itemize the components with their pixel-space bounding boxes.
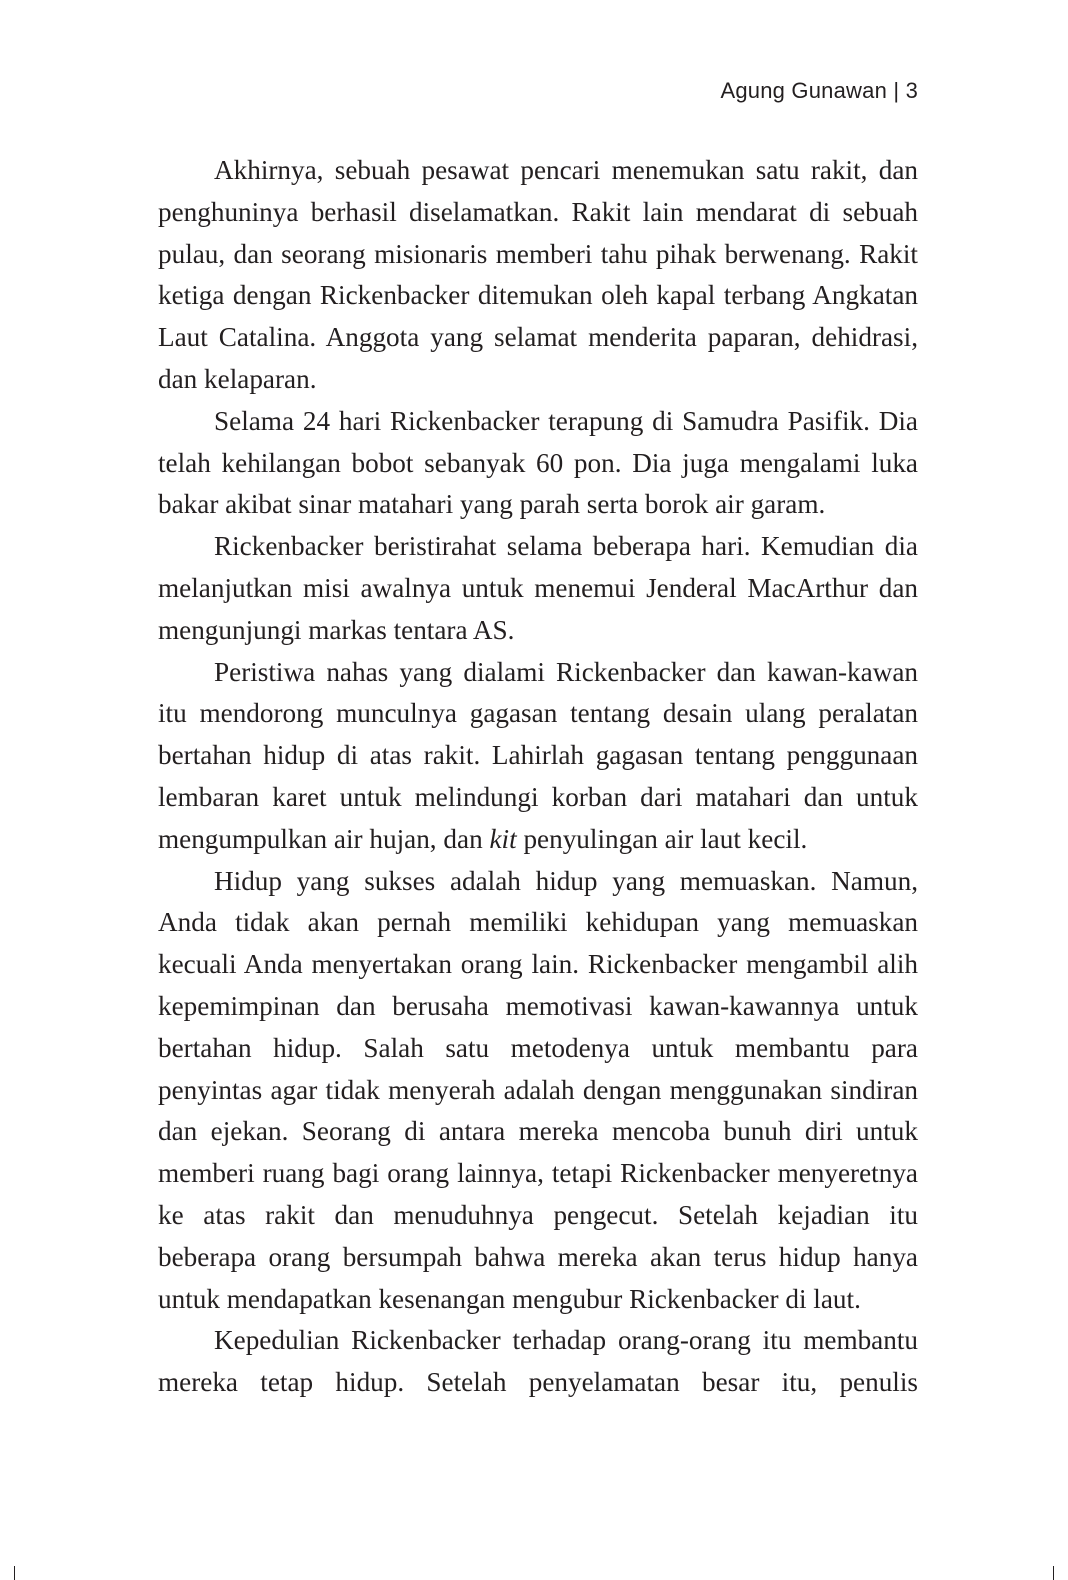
header-author: Agung Gunawan [720,78,888,103]
paragraph-3: Rickenbacker beristirahat selama beberapa hari. Kemudian dia melanjutkan misi awalnya untuk menemui Jenderal MacArthur dan mengunjungi markas tentara AS. [158,531,918,645]
paragraph-2: Selama 24 hari Rickenbacker terapung di Samudra Pasifik. Dia telah kehilangan bobot sebanyak 60 pon. Dia juga mengalami luka bakar akibat sinar matahari yang parah serta borok air garam. [158,405,918,520]
paragraph-4 [158,652,918,861]
paragraph-4-part-2: penyulingan air laut kecil. [516,823,808,854]
crop-mark-right [1053,1566,1054,1580]
paragraph-6: Kepedulian Rickenbacker terhadap orang-orang itu membantu mereka tetap hidup. Setelah penyelamatan besar itu, penulis [158,1325,918,1398]
header-page-number: 3 [905,78,918,103]
paragraph-5: Hidup yang sukses adalah hidup yang memuaskan. Namun, Anda tidak akan pernah memiliki kehidupan yang memuaskan kecuali Anda menyertakan orang lain. Rickenbacker mengambil alih kepemimpinan dan berusaha memotivasi kawan-kawannya untuk bertahan hidup. Salah satu metodenya untuk membantu para penyintas agar tidak menyerah adalah dengan menggunakan sindiran dan ejekan. Seorang di antara mereka mencoba bunuh diri untuk memberi ruang bagi orang lainnya, tetapi Rickenbacker menyeretnya ke atas rakit dan menuduhnya pengecut. Setelah kejadian itu beberapa orang bersumpah bahwa mereka akan terus hidup hanya untuk mendapatkan kesenangan mengubur Rickenbacker di laut. [158,865,918,1314]
paragraph-1: Akhirnya, sebuah pesawat pencari menemukan satu rakit, dan penghuninya berhasil diselamatkan. Rakit lain mendarat di sebuah pulau, dan seorang misionaris memberi tahu pihak berwenang. Rakit ketiga dengan Rickenbacker ditemukan oleh kapal terbang Angkatan Laut Catalina. Anggota yang selamat menderita paparan, dehidrasi, dan kelaparan. [158,155,918,394]
header-separator: | [893,78,900,103]
paragraph-4-italic-term: kit [489,823,517,854]
crop-mark-left [14,1566,15,1580]
paragraph-4-part-1: Peristiwa nahas yang dialami Rickenbacker dan kawan-kawan itu mendorong munculnya gagasan tentang desain ulang peralatan bertahan hidup di atas rakit. Lahirlah gagasan tentang penggunaan lembaran karet untuk melindungi korban dari matahari dan untuk mengumpulkan air hujan, dan [158,656,918,854]
running-header [721,78,919,104]
body-text [158,150,918,1404]
